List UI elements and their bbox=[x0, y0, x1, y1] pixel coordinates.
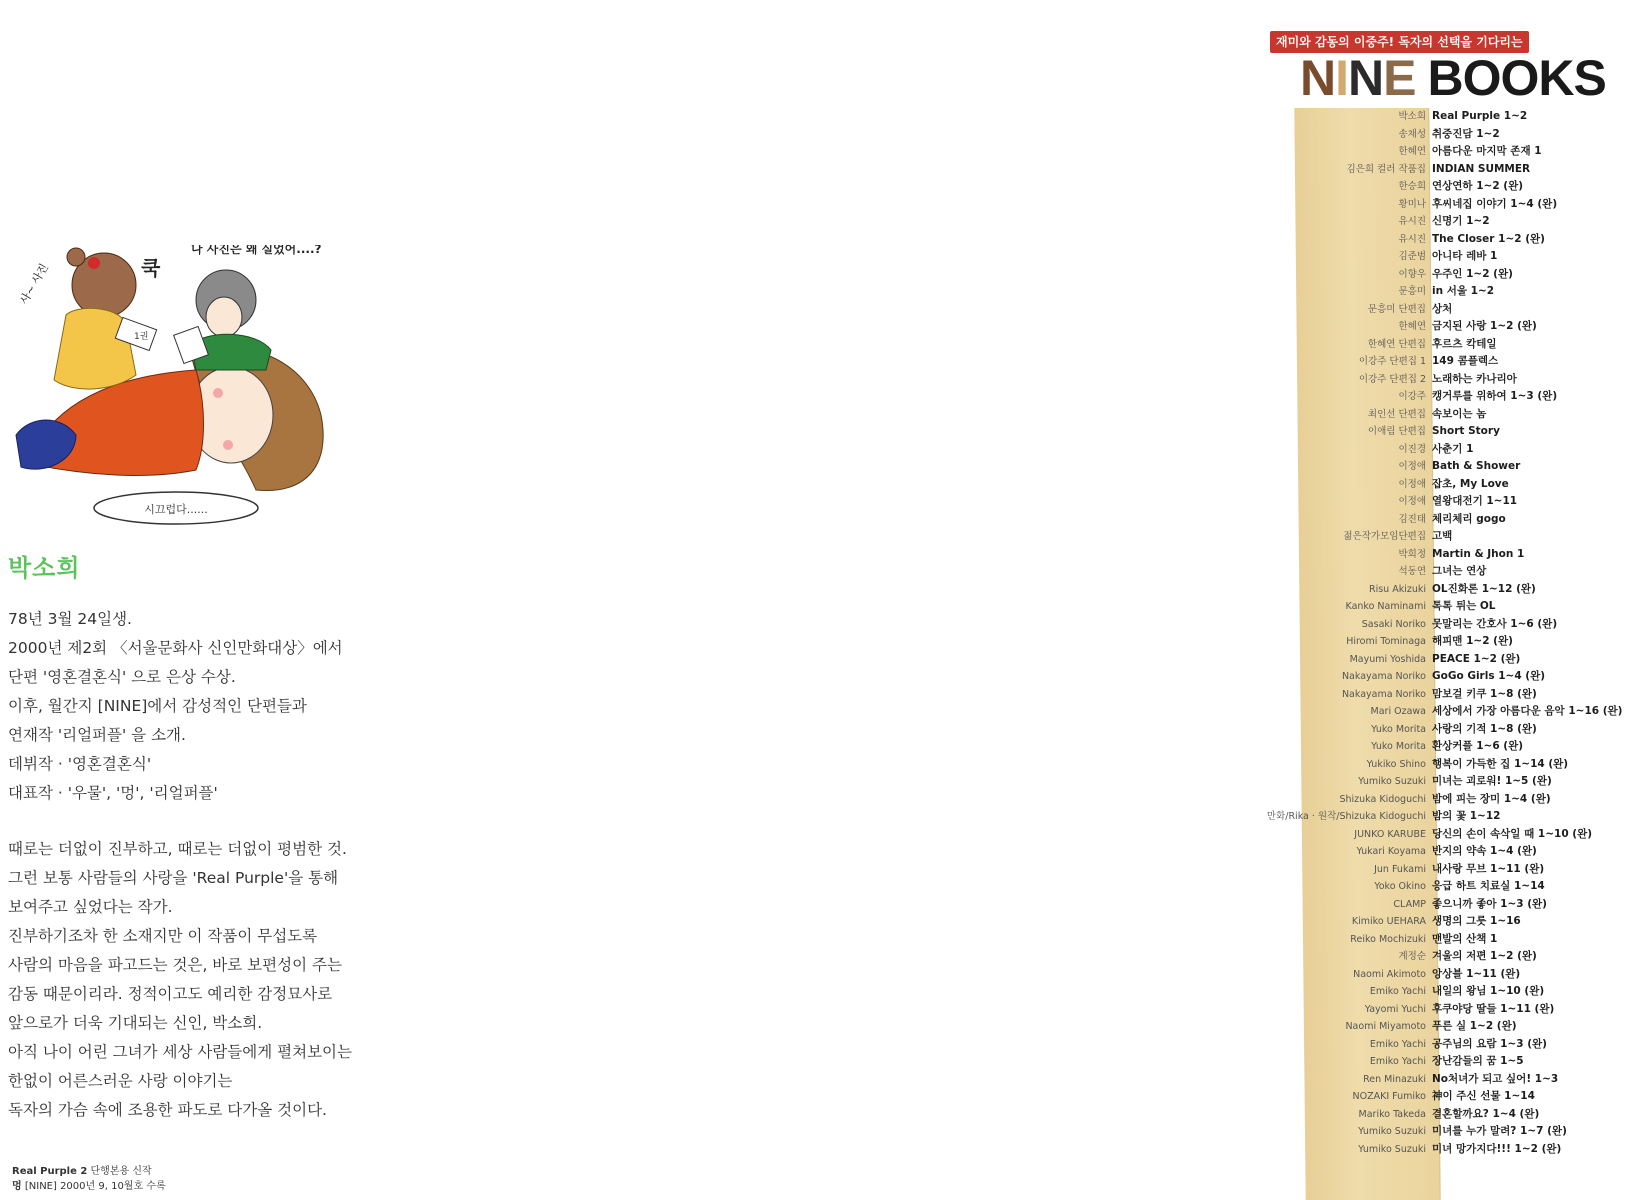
book-title: 우주인 1~2 (완) bbox=[1432, 267, 1513, 280]
book-row bbox=[1200, 353, 1640, 371]
book-title: 취중진담 1~2 bbox=[1432, 127, 1500, 140]
bio-line: 연재작 '리얼퍼플' 을 소개. bbox=[8, 726, 186, 744]
book-row bbox=[1200, 948, 1640, 966]
book-row bbox=[1200, 546, 1640, 564]
book-row bbox=[1200, 108, 1640, 126]
brand-letter: I bbox=[1335, 50, 1349, 106]
credit-desc-1: 단행본용 신작 bbox=[90, 1166, 152, 1177]
book-author: 김준범 bbox=[1398, 251, 1426, 262]
book-author: Mari Ozawa bbox=[1370, 706, 1426, 717]
credit-line-2 bbox=[12, 1179, 166, 1194]
essay-line: 앞으로가 더욱 기대되는 신인, 박소희. bbox=[8, 1014, 263, 1032]
book-author: Emiko Yachi bbox=[1369, 1038, 1426, 1050]
book-row bbox=[1200, 161, 1640, 179]
book-author: Yuko Morita bbox=[1371, 741, 1426, 752]
book-title: 아니타 레바 1 bbox=[1432, 250, 1498, 262]
book-title: 내사랑 무브 1~11 (완) bbox=[1432, 862, 1545, 875]
book-author: 유시진 bbox=[1398, 233, 1426, 245]
book-row bbox=[1200, 1001, 1640, 1019]
book-title: 연상연하 1~2 (완) bbox=[1432, 180, 1524, 192]
book-title: Martin & Jhon 1 bbox=[1432, 547, 1525, 560]
book-row bbox=[1200, 633, 1640, 651]
book-author: 유시진 bbox=[1398, 216, 1426, 227]
book-author: 박희정 bbox=[1398, 548, 1426, 560]
book-author: Yayomi Yuchi bbox=[1364, 1003, 1426, 1015]
book-author: Kimiko UEHARA bbox=[1351, 916, 1426, 927]
book-author: 이애림 단편집 bbox=[1367, 426, 1426, 437]
book-row bbox=[1200, 528, 1640, 546]
book-title: 반지의 약속 1~4 (완) bbox=[1432, 845, 1537, 857]
book-author: 최인선 단편집 bbox=[1367, 408, 1426, 420]
book-author: 김은희 컬러 작품집 bbox=[1346, 163, 1426, 175]
book-title: 사랑의 기적 1~8 (완) bbox=[1432, 722, 1537, 735]
book-title: 응급 하트 치료실 1~14 bbox=[1432, 880, 1545, 892]
book-row bbox=[1200, 1053, 1640, 1071]
book-row bbox=[1200, 738, 1640, 756]
book-title: 장난감들의 꿈 1~5 bbox=[1432, 1055, 1524, 1067]
bio-line: 대표작 · '우물', '멍', '리얼퍼플' bbox=[8, 784, 218, 802]
book-author: Yuko Morita bbox=[1371, 723, 1426, 735]
tagline-banner: 재미와 감동의 이중주! 독자의 선택을 기다리는 bbox=[1270, 31, 1529, 53]
book-author: Yumiko Suzuki bbox=[1358, 776, 1426, 787]
book-row bbox=[1200, 1123, 1640, 1141]
bubble-bottom-text: 시끄럽다...... bbox=[144, 503, 208, 516]
sfx-left-text: 사~ 사진 bbox=[17, 261, 51, 307]
book-title: 후쿠야당 딸들 1~11 (완) bbox=[1432, 1002, 1555, 1015]
book-title: 후르츠 칵테일 bbox=[1432, 337, 1497, 350]
book-author: Yumiko Suzuki bbox=[1358, 1126, 1426, 1137]
book-author: 이강주 단편집 2 bbox=[1358, 373, 1426, 385]
book-author: 이정애 bbox=[1398, 496, 1426, 507]
book-title: 상처 bbox=[1432, 302, 1453, 315]
book-author: Emiko Yachi bbox=[1369, 1056, 1426, 1067]
book-author: 박소희 bbox=[1398, 111, 1426, 122]
credit-line-1 bbox=[12, 1164, 166, 1179]
author-illustration bbox=[6, 245, 336, 545]
book-row bbox=[1200, 441, 1640, 459]
book-row bbox=[1200, 896, 1640, 914]
essay-line: 한없이 어른스러운 사랑 이야기는 bbox=[8, 1072, 233, 1090]
book-title: INDIAN SUMMER bbox=[1432, 162, 1531, 175]
book-row bbox=[1200, 616, 1640, 634]
book-author: Emiko Yachi bbox=[1369, 986, 1426, 997]
book-title: 앙상블 1~11 (완) bbox=[1432, 967, 1521, 980]
book-row bbox=[1200, 231, 1640, 249]
book-row bbox=[1200, 826, 1640, 844]
book-row bbox=[1200, 248, 1640, 266]
book-author: 만화/Rika · 원작/Shizuka Kidoguchi bbox=[1266, 811, 1426, 822]
essay-line: 보여주고 싶었다는 작가. bbox=[8, 898, 173, 916]
book-title: 푸른 실 1~2 (완) bbox=[1432, 1020, 1517, 1032]
bubble-top-text: 나 사진은 왜 실었어....? bbox=[191, 245, 322, 256]
book-author: 이정애 bbox=[1398, 461, 1426, 472]
book-author: Naomi Akimoto bbox=[1353, 968, 1426, 980]
bio-line: 데뷔작 · '영혼결혼식' bbox=[8, 755, 152, 773]
essay-line: 감동 때문이리라. 정적이고도 예리한 감정묘사로 bbox=[8, 985, 333, 1003]
book-row bbox=[1200, 126, 1640, 144]
bio-profile bbox=[8, 605, 368, 808]
book-title: 밤에 피는 장미 1~4 (완) bbox=[1432, 792, 1551, 805]
book-author: Shizuka Kidoguchi bbox=[1339, 793, 1426, 805]
book-author: Reiko Mochizuki bbox=[1350, 933, 1426, 945]
book-author: Yumiko Suzuki bbox=[1358, 1143, 1426, 1155]
brand-logo bbox=[1300, 50, 1606, 106]
book-title: 생명의 그릇 1~16 bbox=[1432, 915, 1521, 927]
book-row bbox=[1200, 808, 1640, 826]
credits bbox=[12, 1164, 166, 1194]
book-author: 송채성 bbox=[1398, 128, 1426, 140]
bio-line: 단편 '영혼결혼식' 으로 은상 수상. bbox=[8, 668, 236, 686]
brand-letter: E bbox=[1383, 50, 1416, 106]
book-author: Nakayama Noriko bbox=[1341, 671, 1426, 682]
book-title: 신명기 1~2 bbox=[1432, 215, 1490, 227]
book-author: 문흥미 bbox=[1398, 286, 1426, 297]
book-title: GoGo Girls 1~4 (완) bbox=[1432, 670, 1546, 682]
book-title: 149 콤플렉스 bbox=[1432, 355, 1499, 367]
book-title: 세상에서 가장 아름다운 음악 1~16 (완) bbox=[1432, 705, 1623, 717]
book-author: 황미나 bbox=[1398, 198, 1426, 210]
book-row bbox=[1200, 703, 1640, 721]
book-row bbox=[1200, 283, 1640, 301]
book-author: 한승희 bbox=[1398, 181, 1426, 192]
book-title: 좋으니까 좋아 1~3 (완) bbox=[1432, 897, 1547, 910]
book-row bbox=[1200, 721, 1640, 739]
book-author: 김진태 bbox=[1398, 513, 1426, 525]
book-row bbox=[1200, 598, 1640, 616]
book-row bbox=[1200, 651, 1640, 669]
book-title: 미녀는 괴로워! 1~5 (완) bbox=[1432, 775, 1552, 787]
brand-letter: N bbox=[1348, 50, 1384, 106]
book-row bbox=[1200, 301, 1640, 319]
book-title: No처녀가 되고 싶어! 1~3 bbox=[1432, 1072, 1559, 1085]
book-author: 계정순 bbox=[1398, 951, 1426, 962]
book-author: Sasaki Noriko bbox=[1361, 618, 1426, 630]
book-row bbox=[1200, 388, 1640, 406]
book-author: Jun Fukami bbox=[1374, 863, 1426, 875]
bio-essay bbox=[8, 835, 368, 1125]
book-title: 당신의 손이 속삭일 때 1~10 (완) bbox=[1432, 827, 1593, 840]
book-row bbox=[1200, 511, 1640, 529]
book-label-text: 1권 bbox=[134, 332, 149, 342]
book-row bbox=[1200, 1088, 1640, 1106]
book-author: 한혜연 bbox=[1398, 146, 1426, 157]
book-title: 캥거루를 위하여 1~3 (완) bbox=[1432, 390, 1558, 402]
book-author: Yukari Koyama bbox=[1356, 846, 1426, 857]
essay-line: 아직 나이 어린 그녀가 세상 사람들에게 펼쳐보이는 bbox=[8, 1043, 352, 1061]
book-title: PEACE 1~2 (완) bbox=[1432, 652, 1521, 665]
book-author: Mariko Takeda bbox=[1358, 1108, 1426, 1120]
book-title: 내일의 왕님 1~10 (완) bbox=[1432, 985, 1545, 997]
book-title: 후씨네집 이야기 1~4 (완) bbox=[1432, 197, 1558, 210]
book-row bbox=[1200, 423, 1640, 441]
book-row bbox=[1200, 878, 1640, 896]
brand-word-books: BOOKS bbox=[1427, 50, 1606, 106]
book-author: Hiromi Tominaga bbox=[1346, 636, 1426, 647]
book-title: 공주님의 요람 1~3 (완) bbox=[1432, 1037, 1547, 1050]
book-row bbox=[1200, 336, 1640, 354]
book-author: 젊은작가모임단편집 bbox=[1343, 531, 1426, 542]
book-row bbox=[1200, 581, 1640, 599]
book-row bbox=[1200, 913, 1640, 931]
book-title: in 서울 1~2 bbox=[1432, 285, 1495, 297]
book-title: 미녀를 누가 말려? 1~7 (완) bbox=[1432, 1125, 1567, 1137]
book-author: 한혜연 bbox=[1398, 321, 1426, 332]
book-author: 이진경 bbox=[1398, 443, 1426, 455]
book-row bbox=[1200, 266, 1640, 284]
book-title: Bath & Shower bbox=[1432, 460, 1521, 472]
book-title: 속보이는 놈 bbox=[1432, 407, 1487, 420]
book-title: 못말리는 간호사 1~6 (완) bbox=[1432, 617, 1558, 630]
book-row bbox=[1200, 843, 1640, 861]
essay-line: 때로는 더없이 진부하고, 때로는 더없이 평범한 것. bbox=[8, 840, 347, 858]
book-author: Risu Akizuki bbox=[1368, 583, 1426, 595]
book-list bbox=[1200, 108, 1640, 1158]
book-row bbox=[1200, 861, 1640, 879]
book-row bbox=[1200, 213, 1640, 231]
book-row bbox=[1200, 476, 1640, 494]
book-title: 노래하는 카나리아 bbox=[1432, 372, 1517, 385]
book-author: Naomi Miyamoto bbox=[1345, 1021, 1426, 1032]
credit-title-1: Real Purple 2 bbox=[12, 1166, 88, 1177]
bio-line: 이후, 월간지 [NINE]에서 감성적인 단편들과 bbox=[8, 697, 307, 715]
bio-line: 2000년 제2회 〈서울문화사 신인만화대상〉에서 bbox=[8, 639, 343, 657]
book-row bbox=[1200, 668, 1640, 686]
brand-letter: N bbox=[1300, 50, 1336, 106]
book-title: 아름다운 마지막 존재 1 bbox=[1432, 145, 1542, 157]
book-author: Mayumi Yoshida bbox=[1349, 653, 1426, 665]
book-row bbox=[1200, 1036, 1640, 1054]
book-title: 해피맨 1~2 (완) bbox=[1432, 635, 1513, 647]
essay-line: 독자의 가슴 속에 조용한 파도로 다가올 것이다. bbox=[8, 1101, 327, 1119]
book-title: The Closer 1~2 (완) bbox=[1432, 232, 1545, 245]
book-row bbox=[1200, 1141, 1640, 1159]
book-row bbox=[1200, 791, 1640, 809]
book-title: 행복이 가득한 집 1~14 (완) bbox=[1432, 757, 1569, 770]
book-author: Nakayama Noriko bbox=[1341, 688, 1426, 700]
book-title: 고백 bbox=[1432, 530, 1453, 542]
credit-desc-2: [NINE] 2000년 9, 10월호 수록 bbox=[24, 1181, 166, 1192]
book-row bbox=[1200, 318, 1640, 336]
book-row bbox=[1200, 756, 1640, 774]
book-title: 열왕대전기 1~11 bbox=[1432, 495, 1518, 507]
book-title: 맘보걸 키쿠 1~8 (완) bbox=[1432, 687, 1537, 700]
book-title: 체리체리 gogo bbox=[1432, 512, 1506, 525]
book-row bbox=[1200, 371, 1640, 389]
book-row bbox=[1200, 1071, 1640, 1089]
essay-line: 사람의 마음을 파고드는 것은, 바로 보편성이 주는 bbox=[8, 956, 342, 974]
cartoon-drawing bbox=[6, 245, 336, 545]
book-row bbox=[1200, 493, 1640, 511]
book-title: OL진화론 1~12 (완) bbox=[1432, 582, 1536, 595]
bio-line: 78년 3월 24일생. bbox=[8, 610, 132, 628]
book-row bbox=[1200, 686, 1640, 704]
book-author: NOZAKI Fumiko bbox=[1352, 1091, 1426, 1102]
book-title: 결혼할까요? 1~4 (완) bbox=[1432, 1107, 1540, 1120]
book-row bbox=[1200, 966, 1640, 984]
book-author: JUNKO KARUBE bbox=[1354, 828, 1426, 840]
book-title: Real Purple 1~2 bbox=[1432, 110, 1528, 122]
book-author: Yoko Okino bbox=[1374, 881, 1426, 892]
credit-title-2: 멍 bbox=[12, 1181, 22, 1192]
book-row bbox=[1200, 1018, 1640, 1036]
book-title: 겨울의 저편 1~2 (완) bbox=[1432, 950, 1537, 962]
book-row bbox=[1200, 931, 1640, 949]
book-title: 밤의 꽃 1~12 bbox=[1432, 810, 1501, 822]
book-title: 사춘기 1 bbox=[1432, 442, 1474, 455]
book-title: 맨발의 산책 1 bbox=[1432, 932, 1498, 945]
book-author: 이향우 bbox=[1398, 268, 1426, 280]
book-author: 이강주 bbox=[1398, 391, 1426, 402]
book-author: Kanko Naminami bbox=[1345, 601, 1426, 612]
book-row bbox=[1200, 1106, 1640, 1124]
book-title: Short Story bbox=[1432, 425, 1500, 437]
book-author: 문흥미 단편집 bbox=[1367, 303, 1426, 315]
book-author: CLAMP bbox=[1393, 898, 1426, 910]
book-author: 이정애 bbox=[1398, 478, 1426, 490]
book-row bbox=[1200, 773, 1640, 791]
book-row bbox=[1200, 563, 1640, 581]
book-row bbox=[1200, 196, 1640, 214]
book-author: 한혜연 단편집 bbox=[1367, 338, 1426, 350]
book-row bbox=[1200, 143, 1640, 161]
sfx-mid-text: 쿡 bbox=[141, 256, 161, 280]
book-title: 잡초, My Love bbox=[1432, 477, 1509, 490]
book-title: 미녀 망가지다!!! 1~2 (완) bbox=[1432, 1142, 1562, 1155]
book-title: 神이 주신 선물 1~14 bbox=[1432, 1090, 1535, 1102]
essay-line: 진부하기조차 한 소재지만 이 작품이 무섭도록 bbox=[8, 927, 318, 945]
book-row bbox=[1200, 458, 1640, 476]
book-row bbox=[1200, 406, 1640, 424]
book-author: Yukiko Shino bbox=[1366, 758, 1426, 770]
essay-line: 그런 보통 사람들의 사랑을 'Real Purple'을 통해 bbox=[8, 869, 339, 887]
author-name: 박소희 bbox=[8, 554, 81, 582]
book-title: 금지된 사랑 1~2 (완) bbox=[1432, 320, 1537, 332]
book-row bbox=[1200, 178, 1640, 196]
book-title: 그녀는 연상 bbox=[1432, 565, 1487, 577]
book-title: 환상커플 1~6 (완) bbox=[1432, 740, 1524, 752]
book-author: 석동연 bbox=[1398, 566, 1426, 577]
book-author: Ren Minazuki bbox=[1363, 1073, 1426, 1085]
book-row bbox=[1200, 983, 1640, 1001]
book-title: 톡톡 튀는 OL bbox=[1432, 600, 1496, 612]
book-author: 이강주 단편집 1 bbox=[1358, 356, 1426, 367]
